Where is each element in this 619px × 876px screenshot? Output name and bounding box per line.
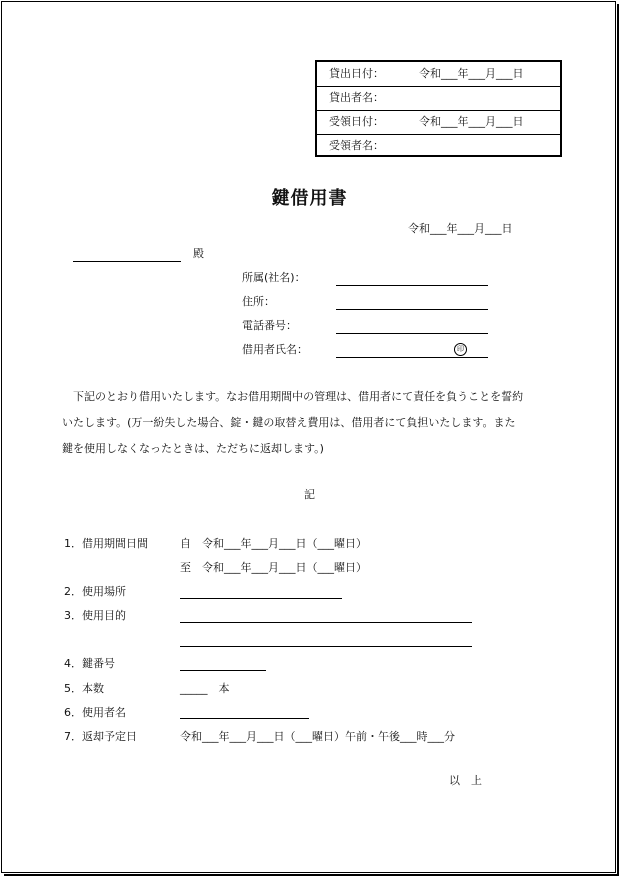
place-line — [180, 598, 342, 599]
lender-name-label: 貸出者名： — [329, 91, 384, 104]
agreement-line-2: いたします。(万一紛失した場合、錠・鍵の取替え費用は、借用者にて負担いたします。また — [62, 416, 516, 429]
period-from: 自 令和___年___月___日（___曜日） — [180, 537, 367, 550]
issue-date: 令和___年___月___日 — [408, 222, 513, 235]
receiver-name-row — [317, 134, 560, 159]
loan-record-box — [315, 60, 562, 157]
purpose-line-1 — [180, 622, 472, 623]
receipt-date-label: 受領日付： — [329, 115, 384, 128]
purpose-line-2 — [180, 646, 472, 647]
borrower-name-line — [336, 357, 488, 358]
receipt-date-row — [317, 110, 560, 135]
receipt-date-value: 令和___年___月___日 — [419, 115, 524, 128]
document-title: 鍵借用書 — [271, 188, 348, 209]
closing-mark: 以 上 — [449, 774, 482, 787]
place-label: 2．使用場所 — [64, 585, 126, 598]
loan-date-row — [317, 62, 560, 86]
phone-label: 電話番号： — [242, 319, 297, 332]
address-label: 住所： — [242, 295, 275, 308]
ki-heading: 記 — [304, 488, 315, 501]
phone-line — [336, 333, 488, 334]
return-value: 令和___年___月___日（___曜日）午前・午後___時___分 — [180, 730, 455, 743]
key-number-label: 4．鍵番号 — [64, 657, 115, 670]
period-to: 至 令和___年___月___日（___曜日） — [180, 561, 367, 574]
agreement-line-3: 鍵を使用しなくなったときは、ただちに返却します。) — [62, 442, 324, 455]
lender-name-row — [317, 86, 560, 111]
agreement-paragraph — [62, 384, 532, 462]
count-label: 5．本数 — [64, 682, 104, 695]
loan-date-label: 貸出日付： — [329, 67, 384, 80]
key-number-line — [180, 670, 266, 671]
agreement-line-1: 下記のとおり借用いたします。なお借用期間中の管理は、借用者にて責任を負うことを誓約 — [73, 390, 524, 403]
user-line — [180, 718, 309, 719]
loan-date-value: 令和___年___月___日 — [419, 67, 524, 80]
period-label: 1．借用期間日間 — [64, 537, 148, 550]
addressee-line — [73, 261, 181, 262]
address-line — [336, 309, 488, 310]
borrower-name-label: 借用者氏名： — [242, 343, 308, 356]
affiliation-label: 所属(社名)： — [242, 271, 306, 284]
affiliation-line — [336, 285, 488, 286]
return-label: 7．返却予定日 — [64, 730, 137, 743]
count-value: _____ 本 — [180, 682, 230, 695]
purpose-label: 3．使用目的 — [64, 609, 126, 622]
receiver-name-label: 受領者名： — [329, 139, 384, 152]
seal-mark: 印 — [454, 343, 467, 356]
addressee-suffix: 殿 — [193, 247, 204, 260]
user-label: 6．使用者名 — [64, 706, 126, 719]
